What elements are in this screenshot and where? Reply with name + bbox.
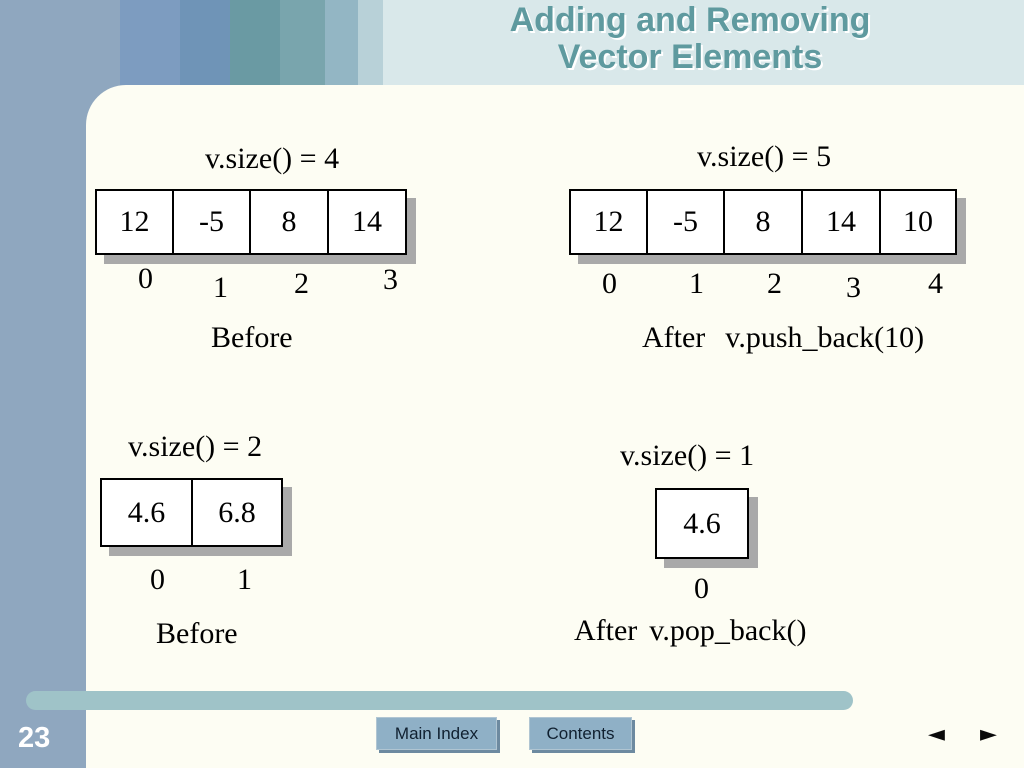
vector-cell: 14: [803, 191, 881, 253]
header-band: [280, 0, 325, 85]
vector-cell: 14: [352, 205, 382, 238]
header-band: [180, 0, 230, 85]
index-label: 1: [213, 271, 228, 304]
caption-operation: v.push_back(10): [725, 321, 925, 354]
left-sidebar-strip: [0, 85, 86, 768]
header-band: [0, 0, 120, 85]
index-label: 1: [689, 267, 704, 300]
slide-number: 23: [18, 722, 51, 754]
header-band: [325, 0, 358, 85]
size-label-top-left: v.size() = 4: [205, 142, 340, 175]
index-label: 2: [294, 267, 309, 300]
prev-slide-icon[interactable]: ◄: [928, 722, 945, 747]
vector-cell: 12: [571, 191, 648, 253]
caption-bottom-right: [574, 614, 806, 648]
vector-cell: 12: [97, 191, 174, 253]
vector-box-bottom-left: [100, 478, 283, 547]
vector-cell: -5: [174, 191, 251, 253]
vector-cell: 4.6: [683, 506, 721, 540]
index-label: 3: [846, 271, 861, 304]
header-band: [230, 0, 280, 85]
slide-title-line1: Adding and Removing: [509, 1, 871, 39]
vector-cell: 6.8: [218, 495, 256, 529]
next-slide-icon[interactable]: ►: [980, 722, 997, 747]
vector-cell: 8: [251, 191, 329, 253]
main-index-button[interactable]: Main Index: [376, 717, 497, 750]
caption-prefix: After: [574, 614, 638, 647]
caption-bottom-left: Before: [156, 617, 238, 650]
index-label: 0: [602, 267, 617, 300]
slide-title: [430, 2, 950, 76]
vector-cell: 4.6: [102, 480, 193, 545]
index-label: 0: [150, 563, 165, 596]
content-panel: [86, 85, 1024, 768]
vector-box-top-right: [569, 189, 957, 255]
caption-prefix: After: [642, 321, 706, 354]
vector-box-bottom-right: [655, 488, 749, 559]
size-label-bottom-left: v.size() = 2: [128, 430, 263, 463]
index-label: 4: [928, 267, 943, 300]
header-band: [120, 0, 180, 85]
caption-operation: v.pop_back(): [649, 614, 807, 647]
vector-cell: 10: [903, 205, 933, 238]
slide-title-line2: Vector Elements: [557, 38, 823, 76]
index-label: 0: [138, 262, 153, 295]
index-label: 0: [694, 572, 709, 605]
vector-cell: 8: [725, 191, 803, 253]
size-label-bottom-right: v.size() = 1: [620, 439, 755, 472]
size-label-top-right: v.size() = 5: [697, 140, 832, 173]
caption-top-left: Before: [211, 321, 293, 354]
index-label: 2: [767, 267, 782, 300]
vector-cell: -5: [648, 191, 725, 253]
caption-top-right: [642, 321, 924, 355]
vector-box-top-left: [95, 189, 407, 255]
header-band: [358, 0, 383, 85]
contents-button[interactable]: Contents: [529, 717, 632, 750]
index-label: 3: [383, 263, 398, 296]
index-label: 1: [237, 563, 252, 596]
footer-bar: [26, 691, 853, 710]
